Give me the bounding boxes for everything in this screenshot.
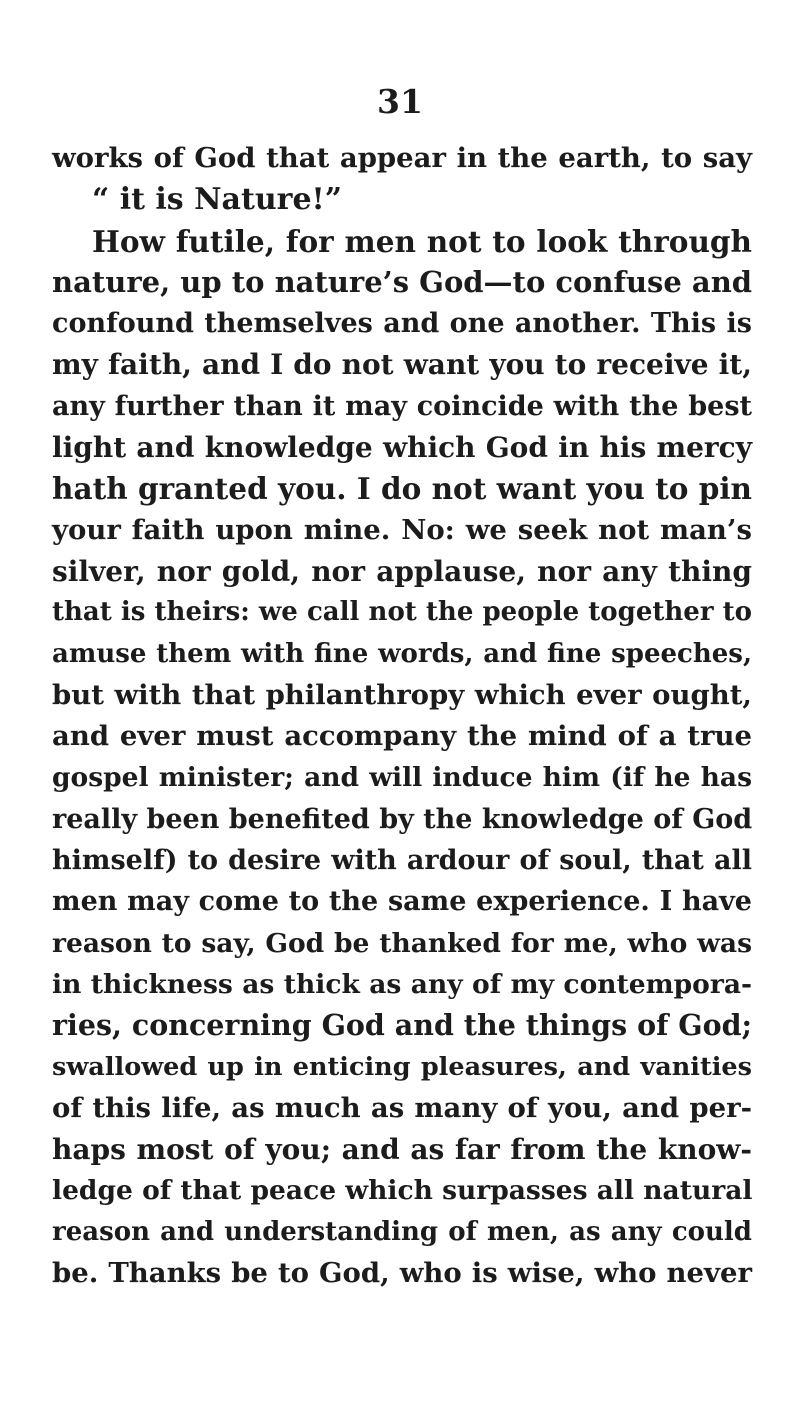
text-line: ledge of that peace which surpasses all natural [52,1175,753,1207]
text-line: ries, concerning God and the things of God; [52,1008,753,1043]
text-line: and ever must accompany the mind of a true [52,720,752,753]
text-line: silver, nor gold, nor applause, nor any thing [52,554,752,588]
text-line: but with that philanthropy which ever ought, [52,678,752,711]
text-line: nature, up to nature’s God—to confuse and [52,264,753,299]
text-line: confound themselves and one another. This is [52,308,752,340]
text-line: in thickness as thick as any of my contempora- [52,968,752,1000]
text-line: himself) to desire with ardour of soul, that all [52,845,752,877]
text-line: How futile, for men not to look through [92,223,752,259]
page-number: 31 [377,82,423,121]
text-line: reason to say, God be thanked for me, who was [52,927,752,959]
text-line: reason and understanding of men, as any could [52,1216,752,1247]
text-line: hath granted you. I do not want you to pin [52,471,752,507]
text-line: be. Thanks be to God, who is wise, who never [52,1257,752,1290]
text-line: really been benefited by the knowledge of God [52,803,753,835]
text-line: gospel minister; and will induce him (if he has [52,762,752,794]
text-line: of this life, as much as many of you, and per- [52,1091,752,1124]
text-line: “ it is Nature!” [92,182,342,218]
text-line: light and knowledge which God in his mercy [52,431,752,465]
text-line: your faith upon mine. No: we seek not man’s [52,513,752,546]
text-line: my faith, and I do not want you to receive it, [52,348,752,382]
text-line: that is theirs: we call not the people together to [52,597,752,628]
text-line: men may come to the same experience. I have [52,886,752,918]
text-line: haps most of you; and as far from the know- [52,1133,752,1167]
body-text [52,138,752,1294]
text-line: any further than it may coincide with the best [52,390,752,422]
text-line: swallowed up in enticing pleasures, and vanities [52,1051,752,1082]
text-line: amuse them with fine words, and fine speeches, [52,638,752,669]
text-line: works of God that appear in the earth, to say [52,142,752,174]
